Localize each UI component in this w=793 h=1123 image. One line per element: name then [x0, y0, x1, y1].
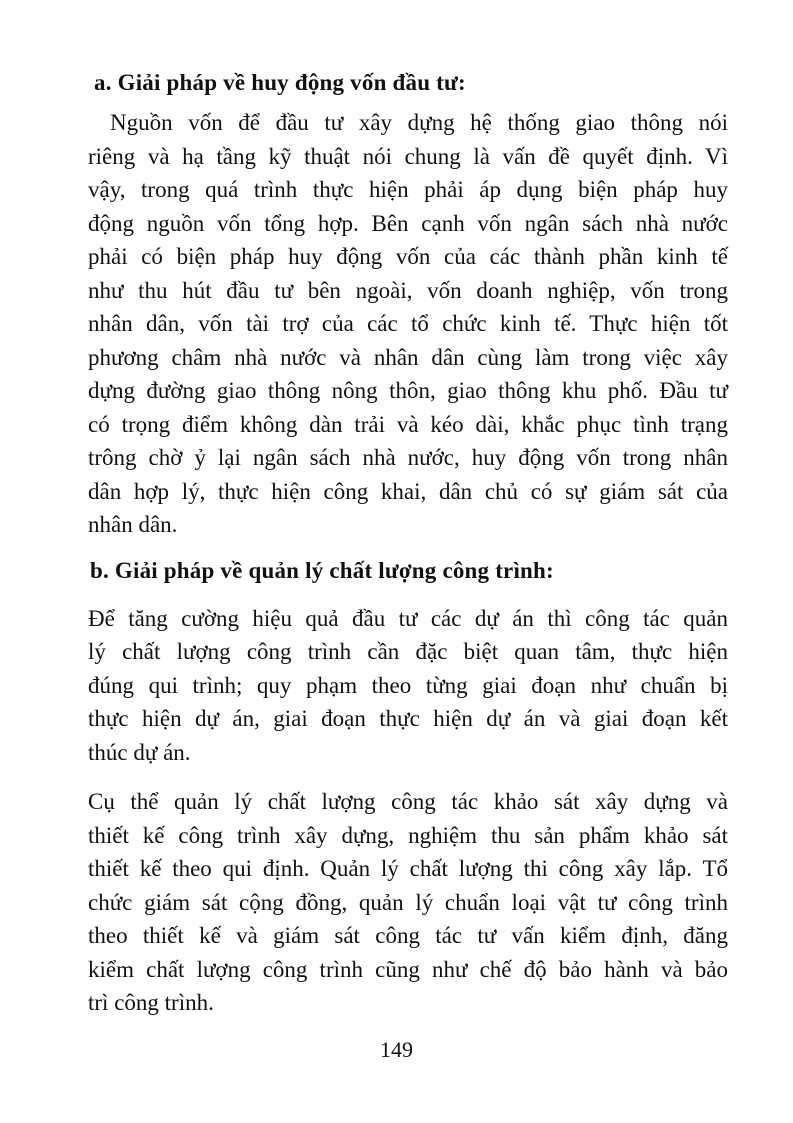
paragraph-line: nhân dân, vốn tài trợ của các tổ chức kinh tế. Thực hiện tốt [88, 311, 728, 336]
paragraph-line: lý chất lượng công trình cần đặc biệt quan tâm, thực hiện [88, 639, 728, 664]
paragraph-line: trì công trình. [88, 990, 214, 1015]
paragraph-line: thiết kế theo qui định. Quản lý chất lượng thi công xây lắp. Tổ [88, 856, 728, 881]
paragraph-line: trông chờ ỷ lại ngân sách nhà nước, huy động vốn trong nhân [88, 445, 728, 470]
paragraph-line: Để tăng cường hiệu quả đầu tư các dự án thì công tác quản [88, 605, 728, 631]
paragraph-line: động nguồn vốn tổng hợp. Bên cạnh vốn ngân sách nhà nước [88, 210, 728, 236]
page-body [88, 66, 728, 1020]
paragraph-line: chức giám sát cộng đồng, quản lý chuẩn loại vật tư công trình [88, 889, 728, 915]
paragraph-line: như thu hút đầu tư bên ngoài, vốn doanh nghiệp, vốn trong [88, 277, 728, 303]
paragraph-line: nhân dân. [88, 512, 178, 537]
paragraph-line: phải có biện pháp huy động vốn của các thành phần kinh tế [88, 244, 728, 269]
paragraph-line: thực hiện dự án, giai đoạn thực hiện dự án và giai đoạn kết [88, 706, 728, 731]
paragraph-line: vậy, trong quá trình thực hiện phải áp dụng biện pháp huy [88, 177, 728, 202]
section-a-paragraph [88, 106, 728, 542]
page-number: 149 [380, 1037, 413, 1062]
section-b-paragraph-1 [88, 602, 728, 770]
section-a-heading: a. Giải pháp về huy động vốn đầu tư: [94, 70, 466, 95]
paragraph-line: kiểm chất lượng công trình cũng như chế độ bảo hành và bảo [88, 956, 728, 982]
paragraph-line: thúc dự án. [88, 739, 191, 765]
paragraph-line: thiết kế công trình xây dựng, nghiệm thu sản phẩm khảo sát [88, 822, 728, 848]
paragraph-line: riêng và hạ tầng kỹ thuật nói chung là vấn đề quyết định. Vì [88, 143, 728, 169]
paragraph-line: dân hợp lý, thực hiện công khai, dân chủ có sự giám sát của [88, 478, 728, 504]
paragraph-line: có trọng điểm không dàn trải và kéo dài, khắc phục tình trạng [88, 411, 728, 437]
section-b-heading: b. Giải pháp về quản lý chất lượng công trình: [90, 557, 554, 583]
paragraph-line: dựng đường giao thông nông thôn, giao thông khu phố. Đầu tư [88, 378, 728, 403]
paragraph-line: theo thiết kế và giám sát công tác tư vấn kiểm định, đăng [88, 923, 728, 948]
paragraph-line: Cụ thể quản lý chất lượng công tác khảo sát xây dựng và [88, 789, 728, 814]
paragraph-line: phương châm nhà nước và nhân dân cùng làm trong việc xây [88, 344, 728, 370]
paragraph-line: đúng qui trình; quy phạm theo từng giai đoạn như chuẩn bị [88, 672, 728, 698]
section-b-paragraph-2 [88, 785, 728, 1020]
paragraph-line: Nguồn vốn để đầu tư xây dựng hệ thống giao thông nói [110, 110, 728, 135]
